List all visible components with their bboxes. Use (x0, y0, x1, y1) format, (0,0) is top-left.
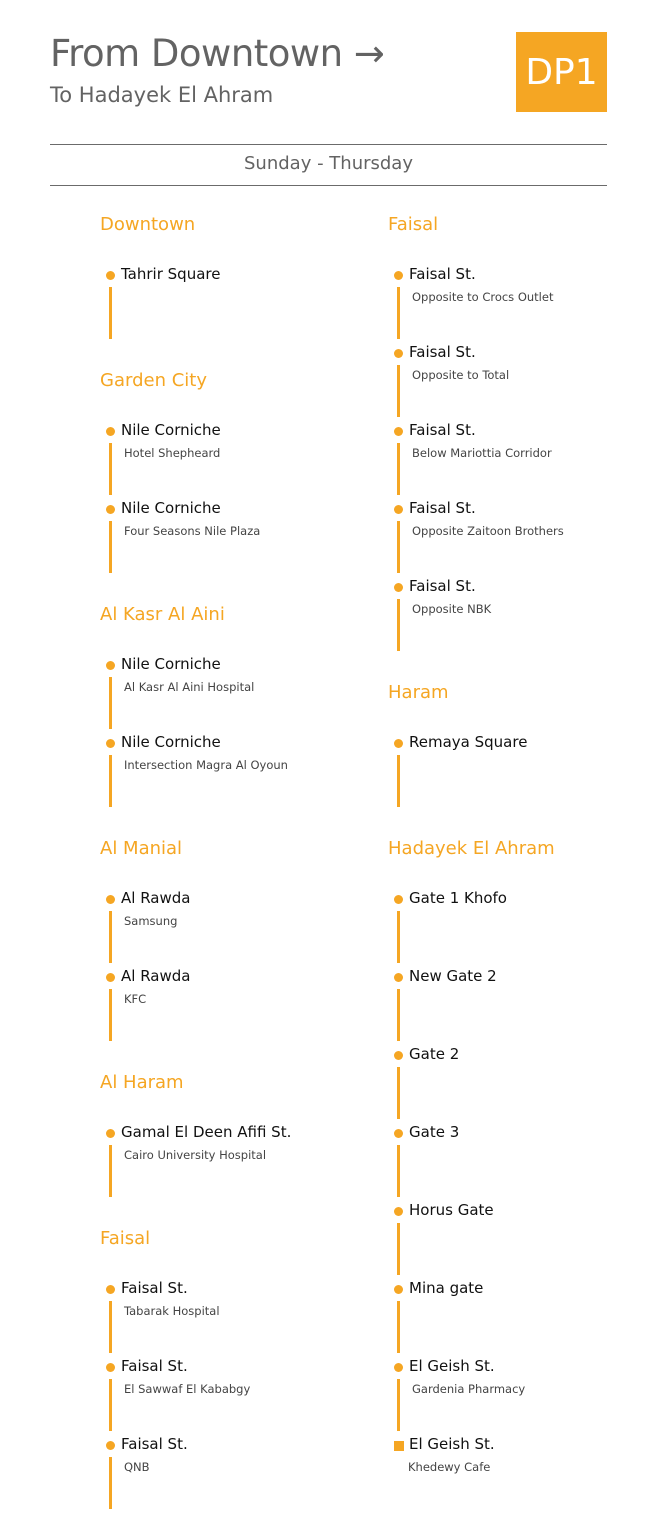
area-section (100, 602, 288, 808)
stop-item (100, 496, 261, 574)
area-heading: Garden City (100, 370, 207, 391)
stop-item (388, 1042, 555, 1120)
route-line (109, 989, 112, 1041)
stop-name: Gate 1 Khofo (409, 889, 507, 907)
stop-dot-icon (106, 1129, 115, 1138)
stop-item (100, 1276, 225, 1354)
stop-item (100, 1120, 292, 1198)
stop-dot-icon (394, 1363, 403, 1372)
stop-dot-icon (106, 505, 115, 514)
area-section (100, 212, 225, 340)
stop-dot-icon (106, 1363, 115, 1372)
stop-landmark: Four Seasons Nile Plaza (124, 524, 261, 538)
stops-column-right (388, 212, 564, 1522)
route-line (397, 1145, 400, 1197)
route-line (109, 911, 112, 963)
stop-landmark: Opposite Zaitoon Brothers (412, 524, 564, 538)
route-line (109, 521, 112, 573)
stop-landmark: KFC (124, 992, 147, 1006)
stop-landmark: Samsung (124, 914, 178, 928)
stop-landmark: Hotel Shepheard (124, 446, 221, 460)
stop-dot-icon (394, 427, 403, 436)
stop-dot-icon (106, 661, 115, 670)
stop-name: Faisal St. (409, 343, 476, 361)
page-title: From Downtown → (50, 32, 385, 75)
route-line (397, 599, 400, 651)
stop-item (100, 1432, 225, 1510)
stop-name: Gamal El Deen Afifi St. (121, 1123, 292, 1141)
stop-item (388, 730, 555, 808)
stop-dot-icon (394, 1129, 403, 1138)
route-line (397, 1223, 400, 1275)
stop-item (388, 418, 555, 496)
stop-item (100, 262, 225, 340)
stop-name: Gate 3 (409, 1123, 460, 1141)
stop-dot-icon (394, 583, 403, 592)
stop-item (100, 730, 288, 808)
stop-dot-icon (394, 271, 403, 280)
stop-item (388, 1432, 555, 1510)
stop-name: New Gate 2 (409, 967, 497, 985)
stop-name: El Geish St. (409, 1435, 495, 1453)
stop-name: El Geish St. (409, 1357, 495, 1375)
stop-item (388, 340, 555, 418)
route-line (397, 365, 400, 417)
route-line (109, 677, 112, 729)
stop-item (388, 1276, 555, 1354)
stop-item (100, 886, 225, 964)
stop-landmark: Opposite to Crocs Outlet (412, 290, 554, 304)
area-heading: Hadayek El Ahram (388, 838, 555, 859)
stop-dot-icon (394, 505, 403, 514)
route-line (109, 755, 112, 807)
final-stop-square-icon (394, 1441, 404, 1451)
route-line (109, 287, 112, 339)
stop-dot-icon (394, 739, 403, 748)
route-code-badge: DP1 (516, 32, 607, 112)
stop-item (388, 964, 555, 1042)
stop-dot-icon (106, 427, 115, 436)
area-heading: Al Haram (100, 1072, 184, 1093)
stop-dot-icon (106, 1285, 115, 1294)
route-line (109, 443, 112, 495)
route-line (109, 1145, 112, 1197)
area-section (100, 836, 225, 1042)
stop-name: Faisal St. (121, 1279, 188, 1297)
stop-dot-icon (394, 349, 403, 358)
stop-name: Faisal St. (121, 1357, 188, 1375)
stop-name: Mina gate (409, 1279, 484, 1297)
route-line (397, 1067, 400, 1119)
route-line (397, 911, 400, 963)
route-line (109, 1301, 112, 1353)
stop-item (100, 1354, 251, 1432)
stop-item (100, 652, 255, 730)
stop-landmark: Gardenia Pharmacy (412, 1382, 526, 1396)
area-heading: Faisal (100, 1228, 151, 1249)
stop-name: Nile Corniche (121, 421, 221, 439)
stop-dot-icon (394, 895, 403, 904)
stop-item (388, 262, 555, 340)
route-line (109, 1457, 112, 1509)
stop-name: Remaya Square (409, 733, 528, 751)
stop-name: Tahrir Square (121, 265, 221, 283)
stop-item (388, 1198, 555, 1276)
route-line (397, 989, 400, 1041)
divider (50, 144, 607, 145)
stop-item (100, 418, 225, 496)
stop-dot-icon (106, 739, 115, 748)
stop-landmark: QNB (124, 1460, 150, 1474)
stop-landmark: Opposite to Total (412, 368, 510, 382)
stop-name: Faisal St. (409, 265, 476, 283)
stop-dot-icon (106, 1441, 115, 1450)
operating-days: Sunday - Thursday (244, 153, 413, 174)
stop-landmark: Khedewy Cafe (408, 1460, 491, 1474)
area-section (100, 1070, 292, 1198)
area-heading: Al Manial (100, 838, 183, 859)
area-section (100, 368, 261, 574)
route-line (397, 755, 400, 807)
stop-name: Horus Gate (409, 1201, 494, 1219)
stop-item (100, 964, 225, 1042)
stop-dot-icon (394, 1285, 403, 1294)
stop-landmark: Al Kasr Al Aini Hospital (124, 680, 255, 694)
stop-dot-icon (106, 895, 115, 904)
area-section (388, 212, 564, 652)
divider (50, 185, 607, 186)
stop-name: Nile Corniche (121, 655, 221, 673)
stop-dot-icon (394, 1051, 403, 1060)
stop-dot-icon (106, 271, 115, 280)
stop-landmark: Opposite NBK (412, 602, 492, 616)
stop-landmark: Tabarak Hospital (124, 1304, 220, 1318)
stop-name: Nile Corniche (121, 499, 221, 517)
stop-name: Al Rawda (121, 967, 191, 985)
area-heading: Faisal (388, 214, 439, 235)
route-line (397, 1379, 400, 1431)
stop-landmark: Cairo University Hospital (124, 1148, 267, 1162)
area-heading: Haram (388, 682, 449, 703)
stop-name: Faisal St. (409, 577, 476, 595)
route-line (397, 521, 400, 573)
area-heading: Downtown (100, 214, 196, 235)
area-section (388, 836, 555, 1510)
route-line (397, 1301, 400, 1353)
stop-landmark: Below Mariottia Corridor (412, 446, 552, 460)
stop-name: Faisal St. (121, 1435, 188, 1453)
area-section (100, 1226, 251, 1510)
stop-item (388, 574, 555, 652)
stop-dot-icon (106, 973, 115, 982)
stop-dot-icon (394, 973, 403, 982)
stop-item (388, 496, 564, 574)
area-heading: Al Kasr Al Aini (100, 604, 225, 625)
stop-name: Faisal St. (409, 421, 476, 439)
route-line (397, 287, 400, 339)
area-section (388, 680, 555, 808)
stop-name: Faisal St. (409, 499, 476, 517)
stop-name: Al Rawda (121, 889, 191, 907)
stops-column-left (100, 212, 292, 1522)
stop-dot-icon (394, 1207, 403, 1216)
stop-name: Nile Corniche (121, 733, 221, 751)
route-line (109, 1379, 112, 1431)
stop-landmark: Intersection Magra Al Oyoun (124, 758, 288, 772)
stop-item (388, 1120, 555, 1198)
stop-item (388, 886, 555, 964)
stop-landmark: El Sawwaf El Kababgy (124, 1382, 251, 1396)
destination-subtitle: To Hadayek El Ahram (50, 83, 274, 107)
stop-item (388, 1354, 555, 1432)
route-line (397, 443, 400, 495)
stop-name: Gate 2 (409, 1045, 460, 1063)
